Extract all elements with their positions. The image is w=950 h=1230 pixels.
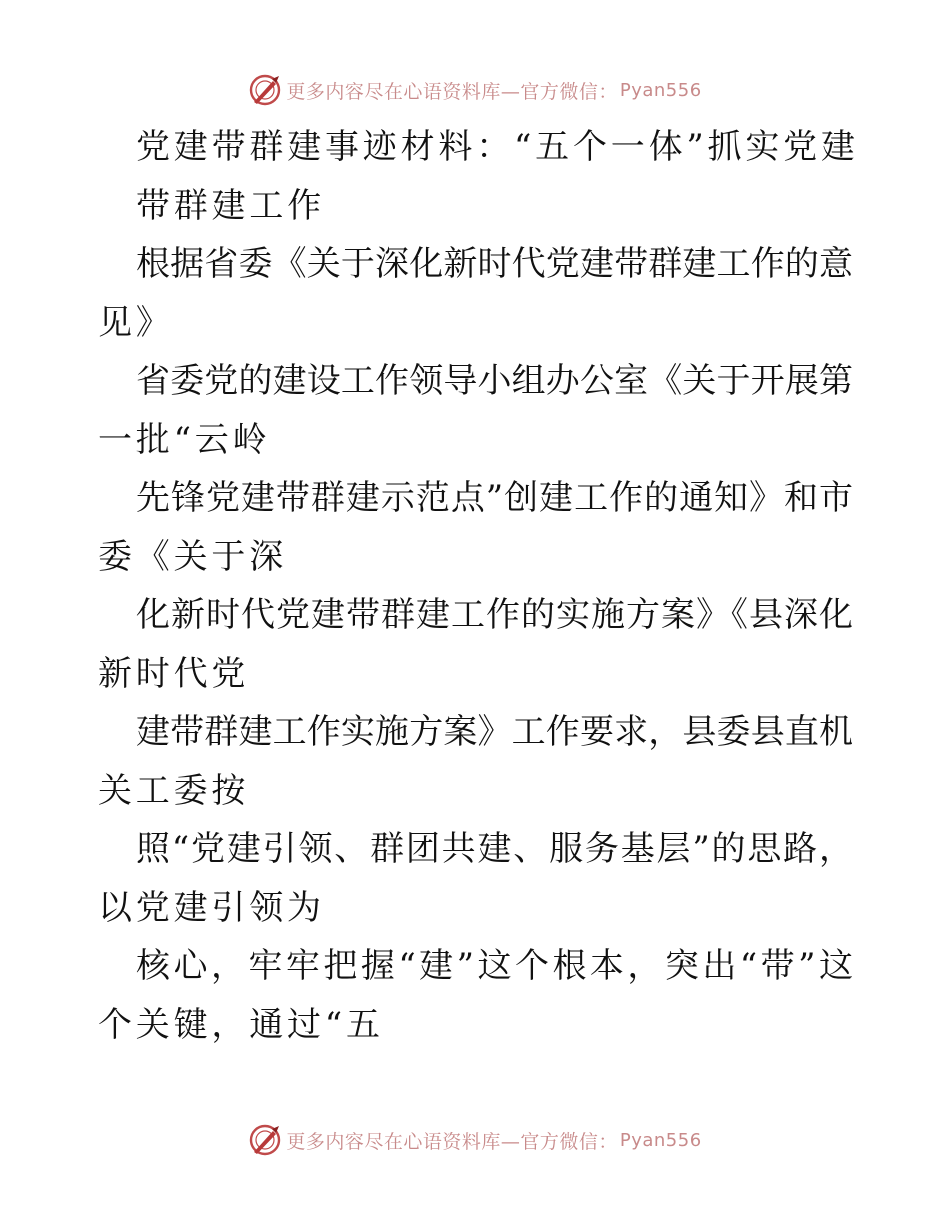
body-line: 照“党建引领、群团共建、服务基层”的思路，	[136, 829, 853, 869]
body-line: 核心，牢牢把握“建”这个根本，突出“带”这	[136, 946, 853, 986]
body-line: 委《关于深	[98, 536, 287, 577]
document-body	[98, 118, 859, 1054]
body-line: 个关键，通过“五	[98, 1004, 384, 1045]
body-line: 见》	[98, 302, 174, 343]
body-line: 新时代党	[98, 653, 250, 694]
banner-wechat-id: Pyan556	[619, 79, 702, 101]
banner-wechat-id: Pyan556	[619, 1129, 702, 1151]
banner-text: 更多内容尽在心语资料库—官方微信：	[286, 80, 618, 103]
body-line: 一批“云岭	[98, 419, 271, 460]
footer-banner	[0, 1120, 950, 1160]
header-banner	[0, 70, 950, 110]
document-title-line-2: 带群建工作	[136, 185, 325, 226]
document-title-line-1: 党建带群建事迹材料：“五个一体”抓实党建	[136, 127, 859, 167]
body-line: 关工委按	[98, 770, 250, 811]
body-line: 化新时代党建带群建工作的实施方案》《县深化	[136, 595, 853, 635]
banner-text: 更多内容尽在心语资料库—官方微信：	[286, 1130, 618, 1153]
body-line: 省委党的建设工作领导小组办公室《关于开展第	[136, 361, 853, 401]
quill-seal-icon	[248, 73, 282, 107]
body-line: 以党建引领为	[98, 887, 325, 928]
quill-seal-icon	[248, 1123, 282, 1157]
body-line: 建带群建工作实施方案》工作要求，县委县直机	[136, 712, 853, 752]
body-line: 先锋党建带群建示范点”创建工作的通知》和市	[136, 478, 853, 518]
body-line: 根据省委《关于深化新时代党建带群建工作的意	[136, 244, 853, 284]
